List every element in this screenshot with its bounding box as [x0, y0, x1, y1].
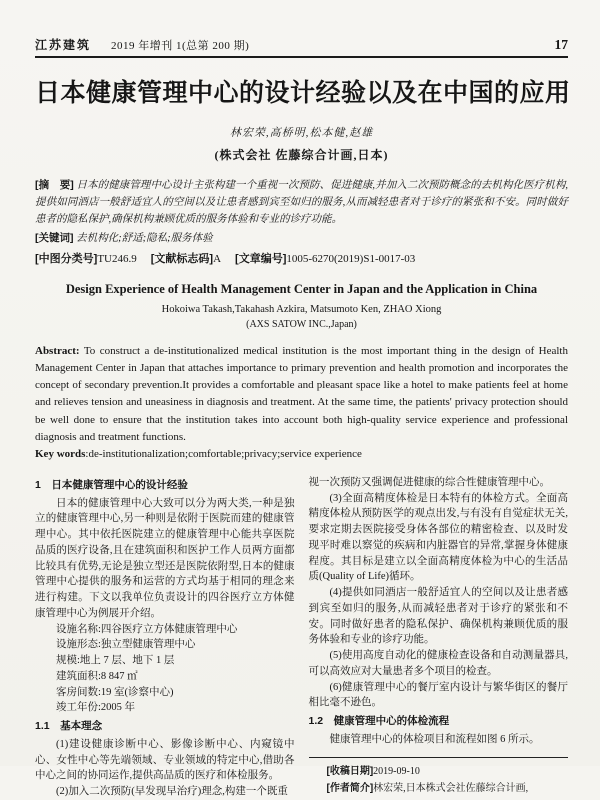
journal-name: 江苏建筑 [35, 38, 92, 52]
clc-value: TU246.9 [97, 253, 137, 265]
abstract-zh-text: 日本的健康管理中心设计主张构建一个重视一次预防、促进健康,并加入二次预防概念的去机构化医疗机构,提供如同酒店一般舒适宜人的空间以及让患者感到宾至如归的服务,从而减轻患者对于诊疗的紧张和不安。同时做好患者的隐私保护,确保机构兼顾优质的服务体验和专业的诊疗功能。 [35, 180, 569, 225]
author-bio-line [309, 780, 569, 797]
article-title-en: Design Experience of Health Management Center in Japan and the Application in China [65, 282, 538, 296]
body-paragraph: (1)建设健康诊断中心、影像诊断中心、内窥镜中心、女性中心等先端领域、专业领域的特定中心,借助各中心之间的协同运作,提供高品质的医疗和体检服务。 [35, 738, 295, 782]
facility-name-line: 设施名称:四谷医疗立方体健康管理中心 [56, 623, 238, 635]
body-paragraph: (2)加入二次预防(早发现早治疗)理念,构建一个既重 [56, 786, 288, 798]
abstract-en-label: Abstract: [35, 345, 80, 357]
facility-year-line: 竣工年份:2005 年 [56, 702, 136, 714]
authors-en: Hokoiwa Takash,Takahash Azkira, Matsumoto Ken, ZHAO Xiong [161, 304, 442, 315]
footnote-block [309, 757, 569, 797]
keywords-en [35, 448, 568, 460]
body-paragraph: 日本的健康管理中心大致可以分为两大类,一种是独立的健康管理中心,另一种则是依附于医院而建的健康管理中心。其中依托医院建立的健康管理中心能共享医院品质的医疗设备,且在建筑面积和医护工作人员两方面都比较具有优势,无论是独立型还是医院依附型,日本的健康管理中心提供的服务和运营的方式均基于相同的理念来进行构建。下文以我单位负责设计的四谷医疗立方体健康管理中心为例展开介绍。 [35, 497, 295, 619]
running-head [35, 36, 568, 58]
body-paragraph: 视一次预防又强调促进健康的综合性健康管理中心。 [308, 476, 550, 488]
keywords-en-text: :de-institutionalization;comfortable;privacy;service experience [85, 447, 362, 460]
left-column [35, 475, 295, 800]
article-id-label: [文章编号] [235, 253, 287, 265]
body-columns [35, 475, 568, 800]
affiliation-en: (AXS SATOW INC.,Japan) [246, 319, 357, 330]
keywords-zh [35, 230, 568, 245]
author-bio-label: [作者简介] [326, 782, 374, 794]
article-title-zh: 日本健康管理中心的设计经验以及在中国的应用 [35, 80, 571, 107]
document-code-value: A [213, 253, 222, 265]
article-id-value: 1005-6270(2019)S1-0017-03 [286, 253, 416, 265]
received-date-value: 2019-09-10 [373, 765, 420, 777]
subsection-heading: 1.1 基本理念 [35, 720, 103, 733]
right-column [309, 475, 569, 800]
clc-line [35, 250, 568, 266]
received-date-line [309, 763, 569, 780]
abstract-en-text: To construct a de-institutionalized medical institution is the most important thing in the design of Health Management Center in Japan that attaches importance to primary prevention and health promotion and incorporates the concept of secondary prevention.It provides a comfortable and pleasant space like a hotel to make patients feel at home and relieves tension and uneasiness in diagnosis and treatment. At the same time, the patients' privacy protection should be well done to ensure that the institution takes into account both high-quality service experience and professional diagnosis and treatment functions. [35, 345, 568, 443]
body-paragraph: 健康管理中心的体检项目和流程如图 6 所示。 [329, 733, 540, 745]
facility-rooms-line: 客房间数:19 室(诊察中心) [56, 686, 174, 698]
body-paragraph: (5)使用高度自动化的健康检查设备和自动测量器具,可以高效应对大量患者多个项目的检查。 [308, 650, 568, 677]
body-paragraph: (4)提供如同酒店一般舒适宜人的空间以及让患者感到宾至如归的服务,从而减轻患者对于诊疗的紧张和不安。同时做好患者的隐私保护、确保机构兼顾优质的服务体验和专业的诊疗功能。 [308, 587, 568, 646]
clc-label: [中图分类号] [35, 253, 98, 265]
section-heading: 1 日本健康管理中心的设计经验 [35, 478, 188, 491]
keywords-zh-label: [关键词] [35, 232, 74, 244]
document-code-label: [文献标志码] [150, 253, 214, 265]
authors-zh: 林宏荣,高桥明,松本健,赵雄 [229, 127, 374, 139]
keywords-en-label: Key words [35, 447, 86, 460]
issue-info: 2019 年增刊 1(总第 200 期) [111, 40, 250, 52]
facility-area-line: 建筑面积:8 847 ㎡ [56, 670, 138, 682]
received-date-label: [收稿日期] [326, 765, 374, 777]
affiliation-zh: (株式会社 佐藤综合计画,日本) [214, 148, 389, 162]
abstract-en [35, 343, 568, 446]
page-number: 17 [554, 37, 568, 52]
keywords-zh-text: 去机构化;舒适;隐私;服务体验 [76, 233, 213, 244]
abstract-zh [35, 177, 568, 228]
subsection-heading: 1.2 健康管理中心的体检流程 [308, 715, 450, 728]
author-bio-value: 林宏荣,日本株式会社佐藤综合计画, [373, 782, 529, 794]
facility-type-line: 设施形态:独立型健康管理中心 [56, 639, 196, 651]
body-paragraph: (6)健康管理中心的餐厅室内设计与繁华街区的餐厅相比毫不逊色。 [308, 681, 568, 709]
abstract-zh-label: [摘 要] [35, 179, 74, 191]
facility-scale-line: 规模:地上 7 层、地下 1 层 [56, 655, 175, 667]
body-paragraph: (3)全面高精度体检是日本特有的体检方式。全面高精度体检从预防医学的观点出发,与有没有自觉症状无关,要求定期去医院接受身体各部位的精密检查、以及时发现平时难以察觉的疾病和内脏器官的异常,掌握身体健康程度。其目标是建立以全面高精度体检为中心的生活品质(Quality of Life)循环。 [308, 492, 568, 583]
